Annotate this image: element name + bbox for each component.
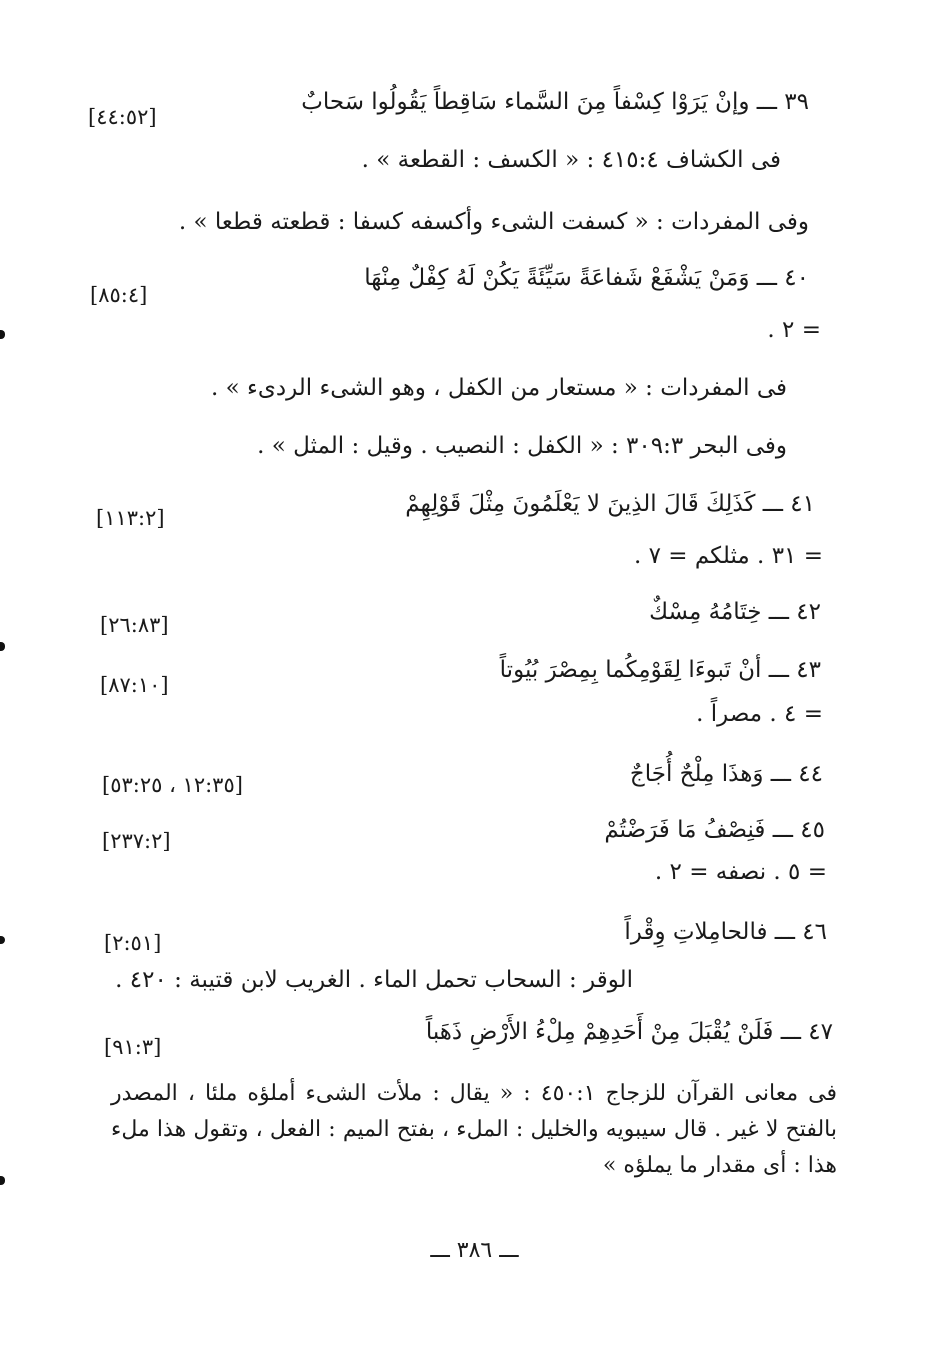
ref-46: [٢:٥١] bbox=[104, 931, 162, 955]
page-number: ـــ ٣٨٦ ـــ bbox=[430, 1238, 519, 1263]
verse-42: ٤٢ ـــ خِتَامُهُ مِسْكٌ bbox=[649, 599, 821, 625]
scan-edge-mark bbox=[0, 936, 5, 944]
scan-edge-mark bbox=[0, 330, 5, 339]
verse-43: ٤٣ ـــ أنْ تَبوءَا لِقَوْمِكُما بِمِصْرَ بُيُوتاً bbox=[499, 657, 821, 683]
note-zajjaj: فى معانى القرآن للزجاج ٤٥٠:١ : « يقال : ملأت الشىء أملؤه ملئا ، المصدر بالفتح لا غير . قال سيبويه والخليل : الملء ، بفتح الميم : الفعل ، وتقول هذا ملء هذا : أى مقدار ما يملؤه » bbox=[111, 1081, 837, 1178]
note-mufradat-kifl: فى المفردات : « مستعار من الكفل ، وهو الشىء الردىء » . bbox=[211, 375, 787, 401]
note-eq-40: = ٢ . bbox=[767, 317, 821, 343]
scan-edge-mark bbox=[0, 642, 5, 651]
note-eq-43: = ٤ . مصراً . bbox=[696, 701, 823, 727]
note-kashshaf: فى الكشاف ٤١٥:٤ : « الكسف : القطعة » . bbox=[361, 147, 781, 173]
verse-39: ٣٩ ـــ وإنْ يَرَوْا كِسْفاً مِنَ السَّماء سَاقِطاً يَقُولُوا سَحابٌ bbox=[301, 89, 809, 115]
note-eq-41: = ٣١ . مثلكم = ٧ . bbox=[633, 543, 823, 569]
verse-40: ٤٠ ـــ وَمَنْ يَشْفَعْ شَفاعَةً سَيِّئَةً يَكُنْ لَهُ كِفْلٌ مِنْهَا bbox=[364, 265, 809, 291]
ref-44: [١٢:٣٥ ، ٥٣:٢٥] bbox=[102, 773, 243, 797]
note-waqr: الوقر : السحاب تحمل الماء . الغريب لابن قتيبة : ٤٢٠ . bbox=[115, 967, 633, 993]
verse-41: ٤١ ـــ كَذَلِكَ قَالَ الذِينَ لا يَعْلَمُونَ مِثْلَ قَوْلِهِمْ bbox=[405, 491, 815, 517]
note-bahr: وفى البحر ٣٠٩:٣ : « الكفل : النصيب . وقيل : المثل » . bbox=[257, 433, 787, 459]
verse-45: ٤٥ ـــ فَنِصْفُ مَا فَرَضْتُمْ bbox=[604, 817, 825, 843]
verse-47: ٤٧ ـــ فَلَنْ يُقْبَلَ مِنْ أَحَدِهِمْ مِلْءُ الأَرْضِ ذَهَباً bbox=[425, 1019, 833, 1045]
verse-46: ٤٦ ـــ فالحامِلاتِ وِقْراً bbox=[624, 919, 827, 945]
note-mufradat-kasf: وفى المفردات : « كسفت الشىء وأكسفه كسفا : قطعته قطعا » . bbox=[178, 209, 809, 235]
verse-44: ٤٤ ـــ وَهذَا مِلْحٌ أُجَاجٌ bbox=[629, 761, 823, 787]
ref-45: [٢٣٧:٢] bbox=[102, 829, 171, 853]
note-eq-45: = ٥ . نصفه = ٢ . bbox=[654, 859, 827, 885]
ref-43: [٨٧:١٠] bbox=[100, 673, 169, 697]
ref-39: [٤٤:٥٢] bbox=[88, 105, 157, 129]
scan-edge-mark bbox=[0, 1176, 5, 1185]
ref-41: [١١٣:٢] bbox=[96, 506, 165, 530]
ref-42: [٢٦:٨٣] bbox=[100, 613, 169, 637]
ref-47: [٩١:٣] bbox=[104, 1035, 162, 1059]
ref-40: [٨٥:٤] bbox=[90, 283, 148, 307]
